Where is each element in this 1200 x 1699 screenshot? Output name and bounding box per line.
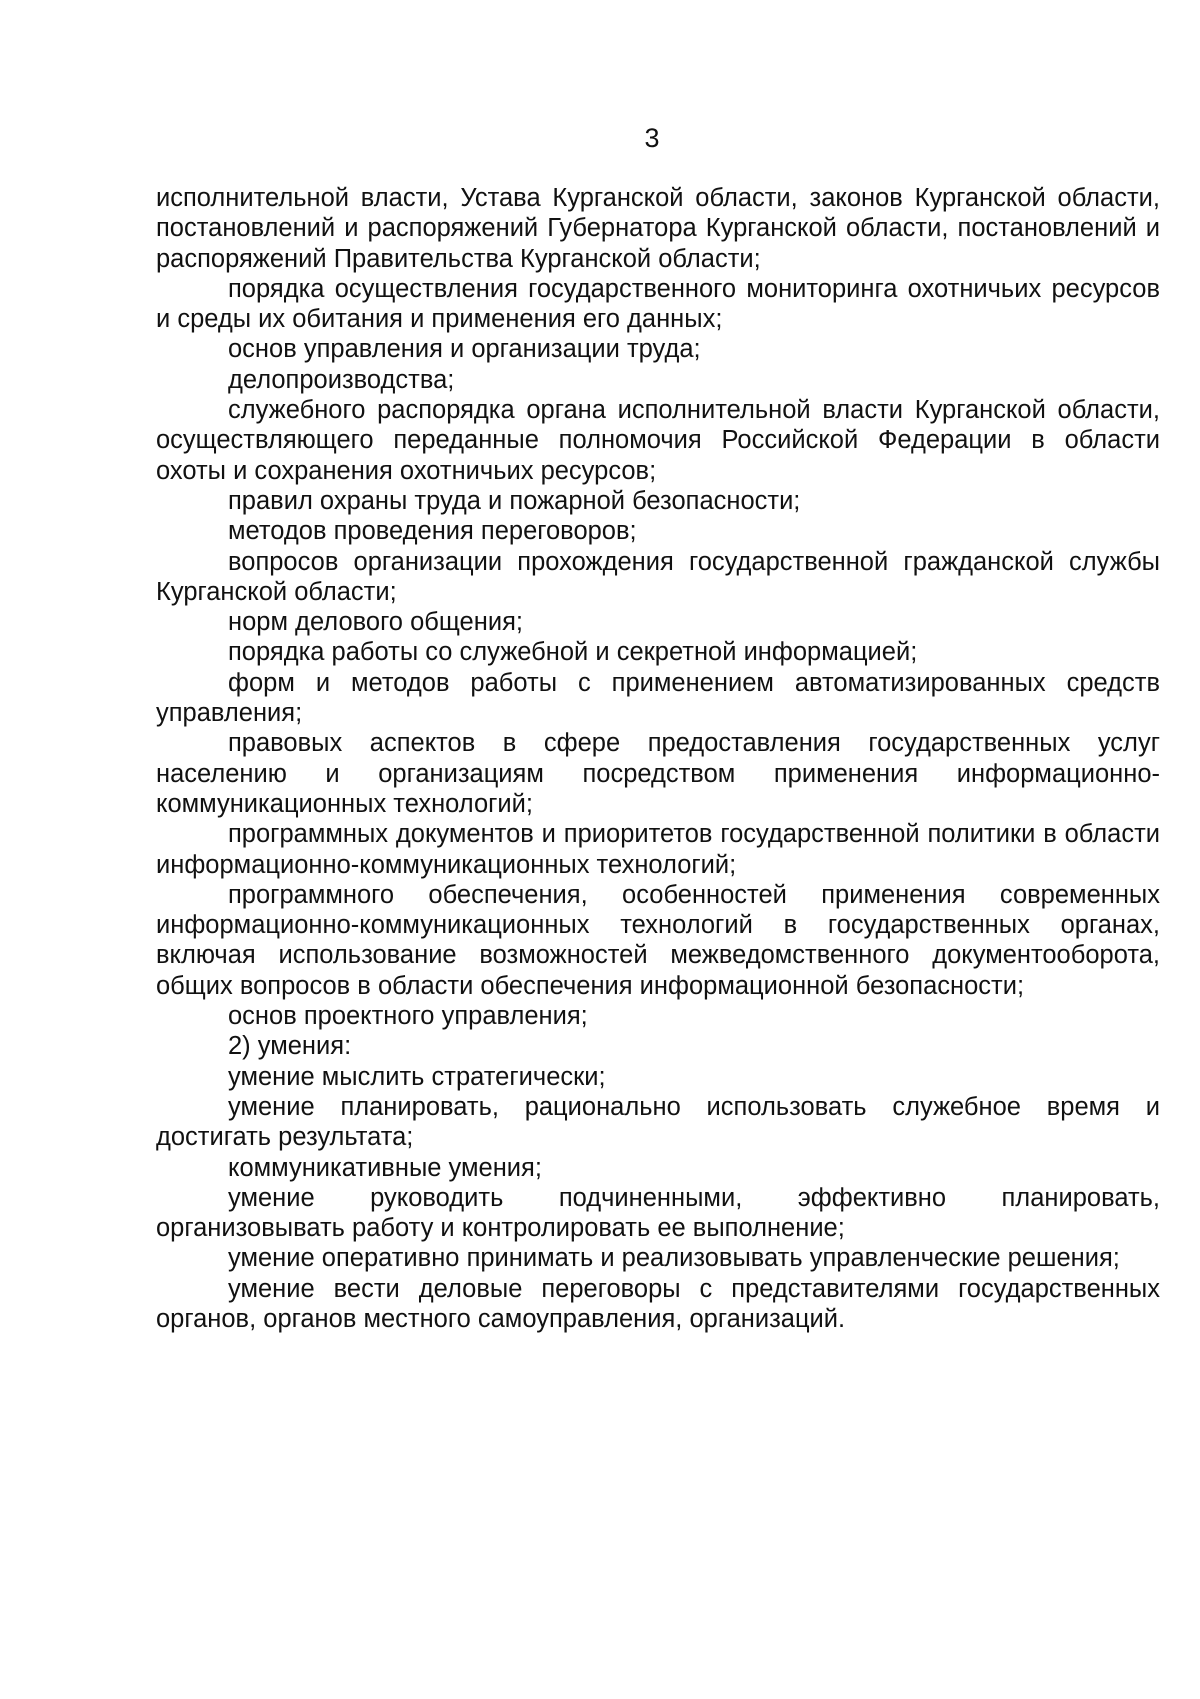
paragraph: методов проведения переговоров; [228,517,637,546]
document-body [156,183,1160,1334]
paragraph: вопросов организации прохождения государственной гражданской службы Курганской области; [156,547,1160,606]
paragraph: основ управления и организации труда; [228,335,701,364]
paragraph: исполнительной власти, Устава Курганской области, законов Курганской области, постановлений и распоряжений Губернатора Курганской области, постановлений и распоряжений Правительства Курганской области; [156,184,1160,273]
paragraph: правовых аспектов в сфере предоставления государственных услуг населению и организациям посредством применения информационно-коммуникационных технологий; [156,729,1160,818]
paragraph: умение вести деловые переговоры с представителями государственных органов, органов местного самоуправления, организаций. [156,1274,1160,1333]
paragraph: порядка работы со служебной и секретной информацией; [228,638,918,667]
paragraph: форм и методов работы с применением автоматизированных средств управления; [156,668,1160,728]
paragraph: порядка осуществления государственного мониторинга охотничьих ресурсов и среды их обитания и применения его данных; [156,274,1160,334]
paragraph: программного обеспечения, особенностей применения современных информационно-коммуникационных технологий в государственных органах, включая использование возможностей межведомственного документооборота, общих вопросов в области обеспечения информационной безопасности; [156,880,1160,1000]
paragraph: умение мыслить стратегически; [228,1062,606,1091]
paragraph: программных документов и приоритетов государственной политики в области информационно-коммуникационных технологий; [156,820,1160,879]
paragraph: коммуникативные умения; [228,1153,542,1182]
paragraph: правил охраны труда и пожарной безопасности; [228,486,801,515]
page-number: 3 [644,123,660,153]
paragraph: умение планировать, рационально использовать служебное время и достигать результата; [156,1092,1160,1152]
section-heading: 2) умения: [228,1032,352,1061]
paragraph: норм делового общения; [228,608,523,637]
paragraph: служебного распорядка органа исполнительной власти Курганской области, осуществляющего переданные полномочия Российской Федерации в области охоты и сохранения охотничьих ресурсов; [156,396,1160,485]
paragraph: умение оперативно принимать и реализовывать управленческие решения; [228,1244,1120,1273]
paragraph: основ проектного управления; [228,1002,588,1031]
paragraph: умение руководить подчиненными, эффективно планировать, организовывать работу и контролировать ее выполнение; [156,1183,1160,1243]
paragraph: делопроизводства; [228,365,455,394]
